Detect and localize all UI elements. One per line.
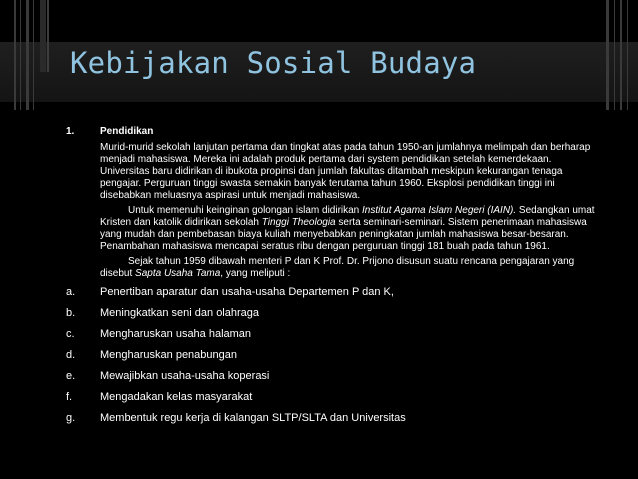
list-marker: b. bbox=[66, 307, 76, 319]
paragraph-3-text-a: Sejak tahun 1959 dibawah menteri P dan K Prof. Dr. Prijono disusun suatu rencana pengajaran yang disebut bbox=[100, 256, 575, 279]
paragraph-2 bbox=[0, 205, 638, 253]
list-text: Mengharuskan penabungan bbox=[100, 349, 238, 361]
list-item bbox=[0, 390, 638, 411]
paragraph-3-text-b: , yang meliputi : bbox=[220, 268, 291, 279]
paragraph-2-text-a: Untuk memenuhi keinginan golongan islam didirikan bbox=[128, 205, 363, 216]
slide-title: Kebijakan Sosial Budaya bbox=[70, 46, 477, 80]
decor-line bbox=[620, 0, 622, 110]
list-marker: g. bbox=[66, 412, 76, 424]
list-item bbox=[0, 285, 638, 306]
list-text: Penertiban aparatur dan usaha-usaha Departemen P dan K, bbox=[100, 286, 394, 298]
decor-line bbox=[26, 0, 29, 110]
list-marker: c. bbox=[66, 328, 75, 340]
paragraph-1: Murid-murid sekolah lanjutan pertama dan tingkat atas pada tahun 1950-an jumlahnya melimpah dan berharap menjadi mahasiswa. Mereka ini adalah produk pertama dari system pendidikan setelah kemerdekaan. Universitas baru didirikan di ibukota propinsi dan jumlah fakultas ditambah meskipun kekurangan tenaga pengajar. Perguruan tinggi swasta semakin banyak terutama tahun 1960. Eksplosi pendidikan tinggi ini disebabkan meluasnya aspirasi untuk menjadi mahasiswa. bbox=[100, 142, 591, 201]
list-item bbox=[0, 306, 638, 327]
list-item bbox=[0, 369, 638, 390]
corner-bracket-icon bbox=[40, 0, 54, 72]
list-text: Meningkatkan seni dan olahraga bbox=[100, 307, 260, 319]
paragraph-2-text-c: serta seminari-seminari. Sistem penerimaan mahasiswa yang mudah dan pembebasan biaya kuliah menyebabkan peningkatan jumlah mahasiswa besar-besaran. Penambahan mahasiswa mencapai seratus ribu dengan perguruan tinggi 181 buah pada tahun 1961. bbox=[100, 217, 587, 252]
section-number: 1. bbox=[66, 126, 75, 137]
list-marker: d. bbox=[66, 349, 76, 361]
paragraph-2-text-b: Sedangkan umat Kristen dan katolik didirikan sekolah bbox=[100, 205, 595, 228]
decor-line bbox=[33, 0, 34, 110]
list-text: Membentuk regu kerja di kalangan SLTP/SLTA dan Universitas bbox=[100, 412, 406, 424]
slide-content bbox=[0, 126, 638, 432]
list-text: Mewajibkan usaha-usaha koperasi bbox=[100, 370, 270, 382]
list-marker: f. bbox=[66, 391, 73, 403]
decor-line bbox=[614, 0, 615, 110]
section-heading-row bbox=[0, 126, 638, 138]
list-text: Mengadakan kelas masyarakat bbox=[100, 391, 253, 403]
program-list bbox=[0, 285, 638, 432]
paragraph-2-italic-a: Institut Agama Islam Negeri (IAIN). bbox=[362, 205, 517, 216]
list-marker: a. bbox=[66, 286, 76, 298]
list-item bbox=[0, 327, 638, 348]
list-item bbox=[0, 411, 638, 432]
list-text: Mengharuskan usaha halaman bbox=[100, 328, 252, 340]
decor-line bbox=[606, 0, 609, 110]
paragraph-3-italic: Sapta Usaha Tama bbox=[135, 268, 221, 279]
paragraph-2-italic-b: Tinggi Theologia bbox=[261, 217, 336, 228]
list-item bbox=[0, 348, 638, 369]
paragraph-3 bbox=[0, 256, 638, 280]
decor-line bbox=[14, 0, 16, 110]
list-marker: e. bbox=[66, 370, 76, 382]
decor-line bbox=[627, 0, 628, 110]
decor-line bbox=[20, 0, 21, 110]
section-heading: Pendidikan bbox=[100, 126, 154, 137]
